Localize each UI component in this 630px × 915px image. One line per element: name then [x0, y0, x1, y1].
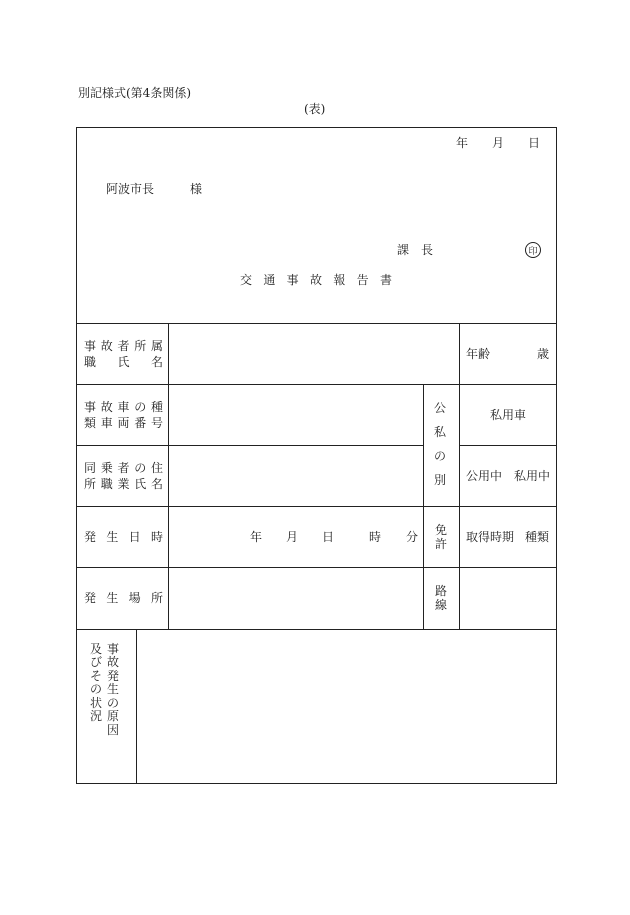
- license-kind-label: 種類: [525, 530, 550, 544]
- row3-label-line1: 同 乗 者 の 住: [84, 461, 163, 475]
- datetime-day: 日: [322, 530, 335, 544]
- document-title: 交 通 事 故 報 告 書: [240, 273, 392, 287]
- report-date: 年 月 日: [456, 136, 540, 150]
- license-acquired-label: 取得時期: [466, 530, 515, 544]
- divider-row-2-right: [459, 445, 557, 446]
- form-reference: 別記様式(第4条関係): [78, 86, 191, 100]
- row2-label-line2: 類 車 両 番 号: [84, 416, 163, 430]
- form-side-label: (表): [304, 102, 326, 116]
- cause-label-column-1: 事 故 発 生 の 原 因: [107, 642, 120, 737]
- cause-label-column-2: 及 び そ の 状 況: [90, 642, 103, 724]
- label-column-divider: [168, 323, 169, 629]
- seal-mark: 印: [525, 242, 541, 258]
- divider-row-4: [76, 567, 557, 568]
- divider-row-5: [76, 629, 557, 630]
- divider-row-2: [76, 445, 423, 446]
- datetime-hour: 時: [369, 530, 382, 544]
- row1-label-line1: 事 故 者 所 属: [84, 339, 163, 353]
- public-use-label: 公用中: [466, 469, 503, 483]
- divider-row-3: [76, 506, 557, 507]
- private-use-label: 私用中: [514, 469, 551, 483]
- public-private-label: 公 私 の 別: [434, 401, 447, 488]
- addressee: 阿波市長: [106, 182, 155, 196]
- cause-label-divider: [136, 629, 137, 784]
- age-label: 年齢: [466, 347, 491, 361]
- cause-and-situation-label: [90, 643, 119, 737]
- report-frame: [76, 127, 557, 784]
- occurrence-datetime-label: 発 生 日 時: [84, 530, 163, 544]
- row1-label-line2: 職 氏 名: [84, 355, 163, 369]
- section-chief-label: 課 長: [397, 243, 433, 257]
- datetime-year: 年: [250, 530, 263, 544]
- addressee-honorific: 様: [190, 182, 203, 196]
- license-label: 免 許: [435, 523, 448, 551]
- occurrence-place-label: 発 生 場 所: [84, 591, 163, 605]
- divider-top-section: [76, 323, 557, 324]
- divider-row-1: [76, 384, 557, 385]
- datetime-month: 月: [286, 530, 299, 544]
- row2-label-line1: 事 故 車 の 種: [84, 400, 163, 414]
- datetime-minute: 分: [406, 530, 419, 544]
- road-line-label: 路 線: [435, 584, 448, 612]
- age-unit: 歳: [537, 347, 550, 361]
- sub-label-column-divider: [423, 384, 424, 629]
- private-car-label: 私用車: [490, 408, 527, 422]
- row3-label-line2: 所 職 業 氏 名: [84, 477, 163, 491]
- age-column-divider: [459, 323, 460, 629]
